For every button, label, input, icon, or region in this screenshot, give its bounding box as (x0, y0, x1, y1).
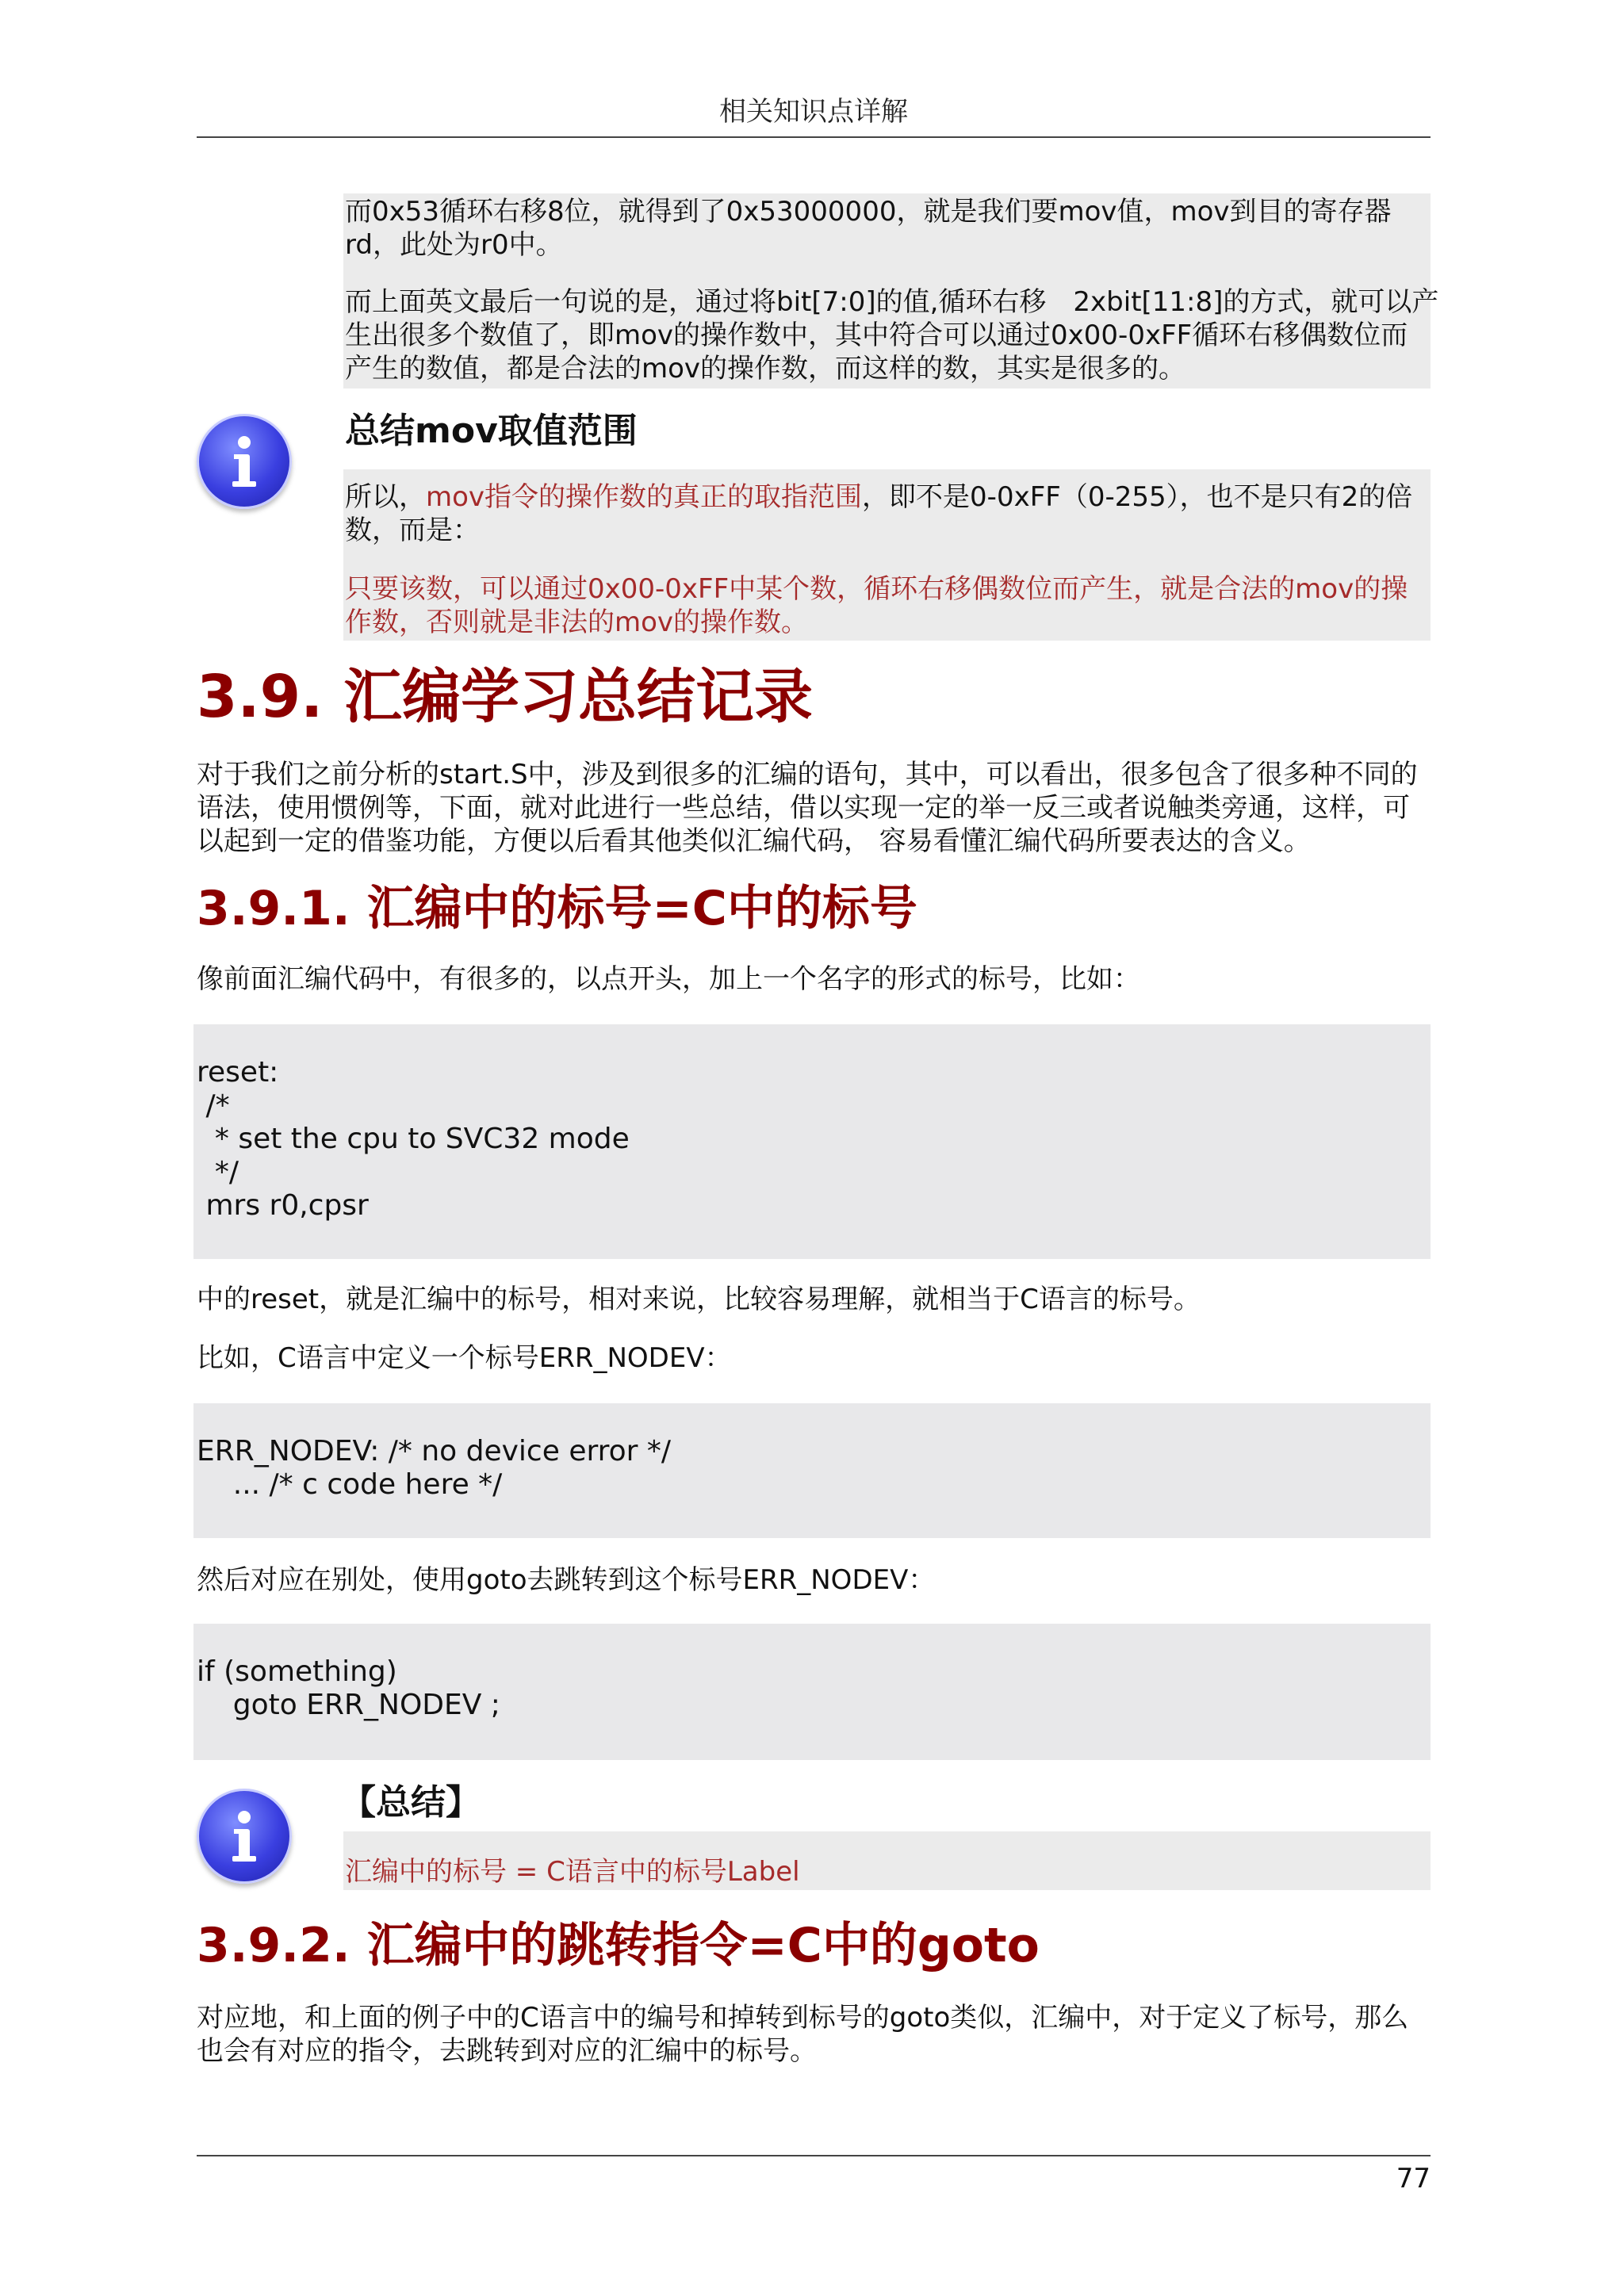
after-code1-text: 中的reset，就是汇编中的标号，相对来说，比较容易理解，就相当于C语言的标号。 (197, 1284, 1201, 1315)
section-3-9-1-intro: 像前面汇编代码中，有很多的，以点开头，加上一个名字的形式的标号，比如： (197, 963, 1140, 995)
header-divider (197, 136, 1431, 138)
note1-highlight-line-2: 作数，否则就是非法的mov的操作数。 (345, 607, 809, 638)
footer-divider (197, 2155, 1431, 2156)
section-3-9-2-line-1: 对应地，和上面的例子中的C语言中的编号和掉转到标号的goto类似，汇编中，对于定义了标号，那么 (197, 2002, 1409, 2034)
info-icon (197, 1789, 292, 1884)
top-box-p2-line-2: 生出很多个数值了，即mov的操作数中，其中符合可以通过0x00-0xFF循环右移偶数位而 (345, 320, 1408, 351)
page-number: 77 (1396, 2163, 1431, 2195)
note1-paragraph-1: 所以，mov指令的操作数的真正的取指范围，即不是0-0xFF（0-255），也不是只有2的倍 (345, 481, 1413, 513)
code-block-goto: if (something) goto ERR_NODEV ; (193, 1624, 1431, 1760)
section-heading-3-9: 3.9. 汇编学习总结记录 (197, 663, 813, 731)
section-3-9-line-2: 语法，使用惯例等，下面，就对此进行一些总结，借以实现一定的举一反三或者说触类旁通，这样，可 (197, 792, 1410, 824)
section-heading-3-9-2: 3.9.2. 汇编中的跳转指令=C中的goto (197, 1918, 1040, 1973)
before-code3-text: 然后对应在别处，使用goto去跳转到这个标号ERR_NODEV： (197, 1564, 936, 1596)
code-block-err-nodev: ERR_NODEV: /* no device error */ ... /* c code here */ (193, 1403, 1431, 1538)
note1-highlight-line-1: 只要该数，可以通过0x00-0xFF中某个数，循环右移偶数位而产生，就是合法的mov的操 (345, 573, 1408, 605)
note-title-summary: 【总结】 (341, 1782, 481, 1823)
section-heading-3-9-1: 3.9.1. 汇编中的标号=C中的标号 (197, 881, 917, 936)
top-box-p2-line-1: 而上面英文最后一句说的是，通过将bit[7:0]的值,循环右移 2xbit[11:8]的方式，就可以产 (345, 286, 1439, 318)
code-block-reset: reset: /* * set the cpu to SVC32 mode */ mrs r0,cpsr (193, 1024, 1431, 1259)
top-box-line-2: rd，此处为r0中。 (345, 229, 563, 261)
before-code2-text: 比如，C语言中定义一个标号ERR_NODEV： (197, 1342, 732, 1374)
top-box-p2-line-3: 产生的数值，都是合法的mov的操作数，而这样的数，其实是很多的。 (345, 353, 1186, 385)
section-3-9-line-1: 对于我们之前分析的start.S中，涉及到很多的汇编的语句，其中，可以看出，很多包含了很多种不同的 (197, 759, 1418, 790)
info-icon (197, 414, 292, 509)
top-box-line-1: 而0x53循环右移8位，就得到了0x53000000，就是我们要mov值，mov到目的寄存器 (345, 196, 1392, 228)
note2-body: 汇编中的标号 = C语言中的标号Label (345, 1856, 800, 1888)
note1-paragraph-1-line-2: 数，而是： (345, 515, 480, 546)
page-header-title: 相关知识点详解 (719, 96, 908, 128)
section-3-9-2-line-2: 也会有对应的指令，去跳转到对应的汇编中的标号。 (197, 2035, 817, 2067)
note-title-mov-range: 总结mov取值范围 (345, 411, 638, 451)
section-3-9-line-3: 以起到一定的借鉴功能，方便以后看其他类似汇编代码， 容易看懂汇编代码所要表达的含义。 (197, 825, 1311, 857)
